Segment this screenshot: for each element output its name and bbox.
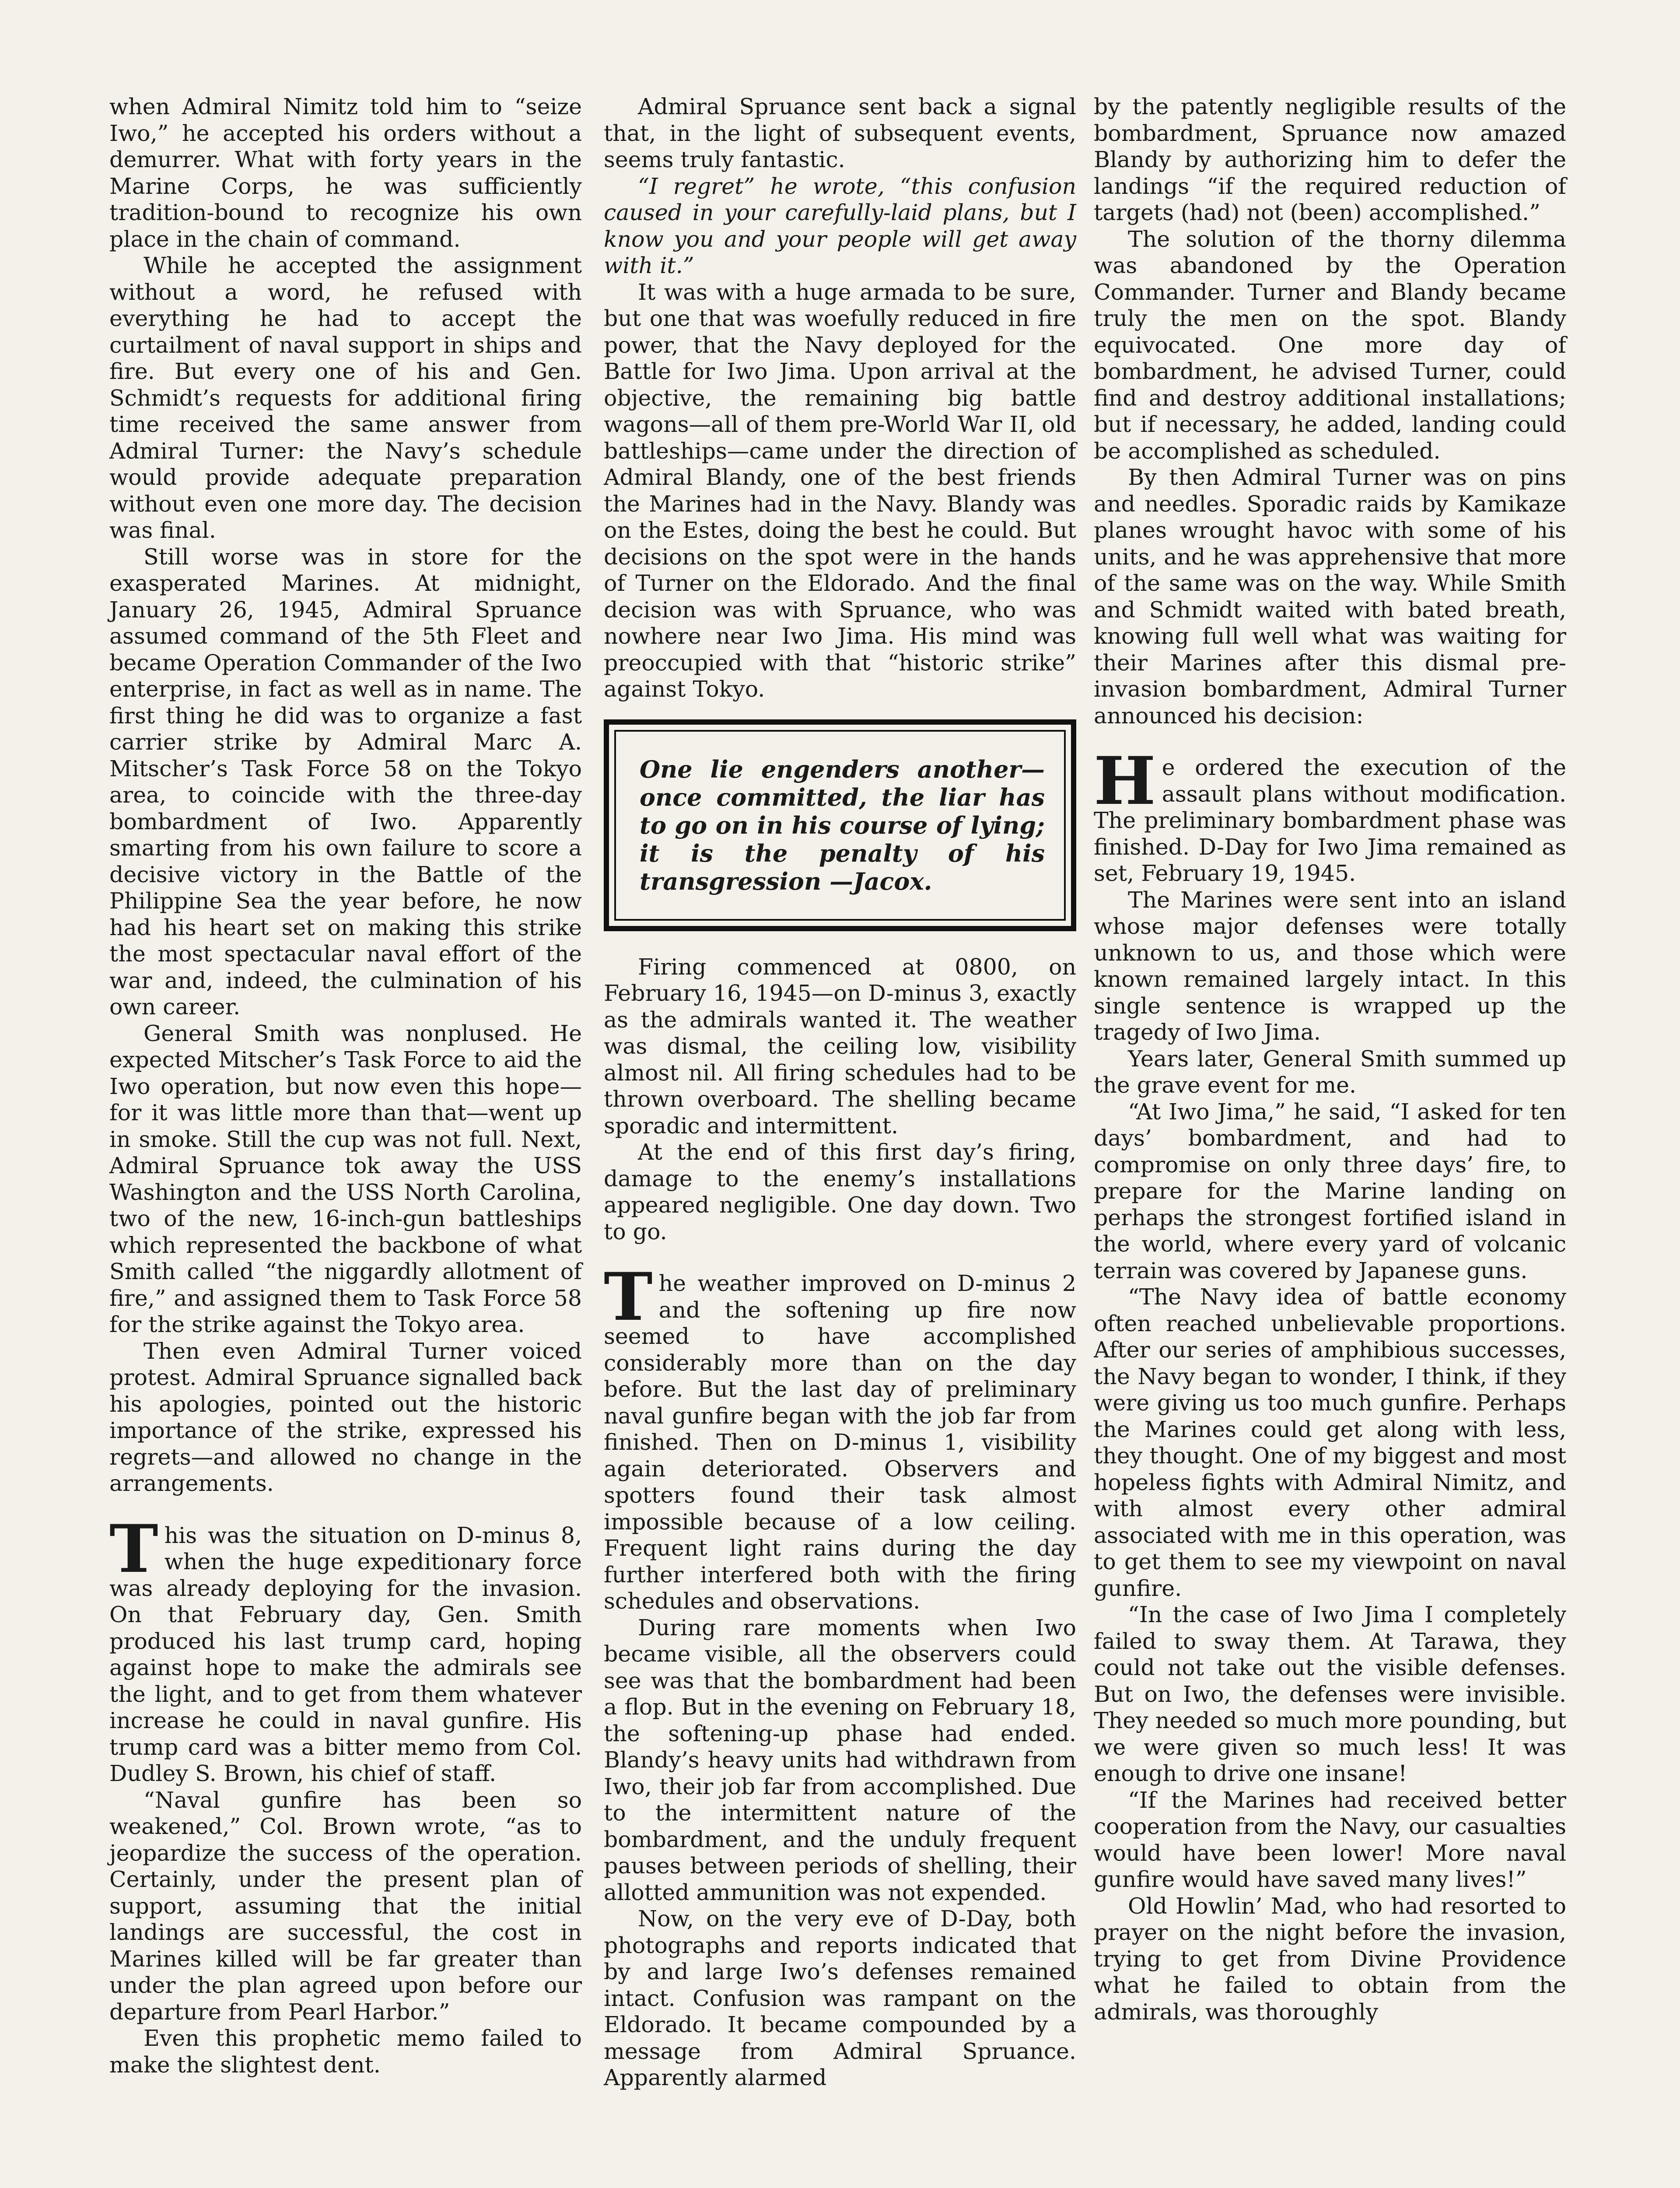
text-column-2 <box>604 94 1076 2091</box>
paragraph: While he accepted the assignment without a word, he refused with everything he had to accept the curtailment of naval support in ships and fire. But every one of his and Gen. Schmidt’s requests for additional firing time received the same answer from Admiral Turner: the Navy’s schedule would provide adequate preparation without even one more day. The decision was final. <box>109 252 582 543</box>
paragraph: It was with a huge armada to be sure, but one that was woefully reduced in fire power, that the Navy deployed for the Battle for Iwo Jima. Upon arrival at the objective, the remaining big battle wagons—all of them pre-World War II, old battleships—came under the direction of Admiral Blandy, one of the best friends the Marines had in the Navy. Blandy was on the Estes, doing the best he could. But decisions on the spot were in the hands of Turner on the Eldorado. And the final decision was with Spruance, who was nowhere near Iwo Jima. His mind was preoccupied with that “historic strike” against Tokyo. <box>604 279 1076 702</box>
dropcap-paragraph <box>1094 743 1566 887</box>
paragraph: “If the Marines had received better cooperation from the Navy, our casualties would have been lower! More naval gunfire would have saved many lives!” <box>1094 1787 1566 1892</box>
paragraph-text: e ordered the execution of the assault plans without modification. The preliminary bombardment phase was finished. D-Day for Iwo Jima remained as set, February 19, 1945. <box>1094 754 1566 886</box>
paragraph: Then even Admiral Turner voiced protest. Admiral Spruance signalled back his apologies, pointed out the historic importance of the strike, expressed his regrets—and allowed no change in the arrangements. <box>109 1338 582 1496</box>
paragraph: “Naval gunfire has been so weakened,” Col. Brown wrote, “as to jeopardize the success of the operation. Certainly, under the present plan of support, assuming that the initial landings are successful, the cost in Marines killed will be far greater than under the plan agreed upon before our departure from Pearl Harbor.” <box>109 1787 582 2025</box>
paragraph: Firing commenced at 0800, on February 16, 1945—on D-minus 3, exactly as the admirals wanted it. The weather was dismal, the ceiling low, visibility almost nil. All firing schedules had to be thrown overboard. The shelling became sporadic and intermittent. <box>604 954 1076 1139</box>
paragraph: when Admiral Nimitz told him to “seize Iwo,” he accepted his orders without a demurrer. What with forty years in the Marine Corps, he was sufficiently tradition-bound to recognize his own place in the chain of command. <box>109 94 582 252</box>
text-column-1 <box>109 94 582 2078</box>
dropcap-paragraph <box>109 1510 582 1787</box>
paragraph: Admiral Spruance sent back a signal that, in the light of subsequent events, seems truly fantastic. <box>604 94 1076 172</box>
paragraph: Years later, General Smith summed up the grave event for me. <box>1094 1045 1566 1098</box>
paragraph: by the patently negligible results of the bombardment, Spruance now amazed Blandy by authorizing him to defer the landings “if the required reduction of targets (had) not (been) accomplished.” <box>1094 94 1566 225</box>
quote-paragraph: “I regret” he wrote, “this confusion caused in your carefully-laid plans, but I know you and your people will get away with it.” <box>604 173 1076 278</box>
paragraph: Even this prophetic memo failed to make the slightest dent. <box>109 2025 582 2078</box>
paragraph: Still worse was in store for the exasperated Marines. At midnight, January 26, 1945, Admiral Spruance assumed command of the 5th Fleet and became Operation Commander of the Iwo enterprise, in fact as well as in name. The first thing he did was to organize a fast carrier strike by Admiral Marc A. Mitscher’s Task Force 58 on the Tokyo area, to coincide with the three-day bombardment of Iwo. Apparently smarting from his own failure to score a decisive victory in the Battle of the Philippine Sea the year before, he now had his heart set on making this strike the most spectacular naval effort of the war and, indeed, the culmination of his own career. <box>109 543 582 1020</box>
paragraph: “In the case of Iwo Jima I completely failed to sway them. At Tarawa, they could not take out the visible defenses. But on Iwo, the defenses were invisible. They needed so much more pounding, but we were given so much less! It was enough to drive one insane! <box>1094 1602 1566 1786</box>
dropcap-paragraph <box>604 1259 1076 1615</box>
paragraph: By then Admiral Turner was on pins and needles. Sporadic raids by Kamikaze planes wrought havoc with some of his units, and he was apprehensive that more of the same was on the way. While Smith and Schmidt waited with bated breath, knowing full well what was waiting for their Marines after this dismal pre-invasion bombardment, Admiral Turner announced his decision: <box>1094 464 1566 729</box>
paragraph: General Smith was nonplused. He expected Mitscher’s Task Force to aid the Iwo operation, but now even this hope—for it was little more than that—went up in smoke. Still the cup was not full. Next, Admiral Spruance tok away the USS Washington and the USS North Carolina, two of the new, 16-inch-gun battleships which represented the backbone of what Smith called “the niggardly allotment of fire,” and assigned them to Task Force 58 for the strike against the Tokyo area. <box>109 1020 582 1337</box>
drop-cap: H <box>1094 743 1156 820</box>
paragraph-text: he weather improved on D-minus 2 and the softening up fire now seemed to have accomplished considerably more than on the day before. But the last day of preliminary naval gunfire began with the job far from finished. Then on D-minus 1, visibility again deteriorated. Observers and spotters found their task almost impossible because of a low ceiling. Frequent light rains during the day further interfered both with the firing schedules and observations. <box>604 1270 1076 1614</box>
paragraph-text: his was the situation on D-minus 8, when the huge expeditionary force was already deploying for the invasion. On that February day, Gen. Smith produced his last trump card, hoping against hope to make the admirals see the light, and to get from them whatever increase he could in naval gunfire. His trump card was a bitter memo from Col. Dudley S. Brown, his chief of staff. <box>109 1522 582 1786</box>
pull-quote-box <box>604 719 1076 931</box>
paragraph: Old Howlin’ Mad, who had resorted to prayer on the night before the invasion, trying to get from Divine Providence what he failed to obtain from the admirals, was thoroughly <box>1094 1893 1566 2025</box>
paragraph: At the end of this first day’s firing, damage to the enemy’s installations appeared negligible. One day down. Two to go. <box>604 1139 1076 1245</box>
paragraph: The solution of the thorny dilemma was abandoned by the Operation Commander. Turner and Blandy became truly the men on the spot. Blandy equivocated. One more day of bombardment, he advised Turner, could find and destroy additional installations; but if necessary, he added, landing could be accomplished as scheduled. <box>1094 226 1566 464</box>
paragraph: During rare moments when Iwo became visible, all the observers could see was that the bombardment had been a flop. But in the evening on February 18, the softening-up phase had ended. Blandy’s heavy units had withdrawn from Iwo, their job far from accomplished. Due to the intermittent nature of the bombardment, and the unduly frequent pauses between periods of shelling, their allotted ammunition was not expended. <box>604 1614 1076 1905</box>
paragraph: Now, on the very eve of D-Day, both photographs and reports indicated that by and large Iwo’s defenses remained intact. Confusion was rampant on the Eldorado. It became compounded by a message from Admiral Spruance. Apparently alarmed <box>604 1906 1076 2090</box>
text-column-3 <box>1094 94 1566 2025</box>
paragraph: “At Iwo Jima,” he said, “I asked for ten days’ bombardment, and had to compromise on only three days’ fire, to prepare for the Marine landing on perhaps the strongest fortified island in the world, where every yard of volcanic terrain was covered by Japanese guns. <box>1094 1098 1566 1283</box>
italic-paragraph: The Marines were sent into an island whose major defenses were totally unknown to us, and those which were known remained largely intact. In this single sentence is wrapped up the tragedy of Iwo Jima. <box>1094 887 1566 1045</box>
pull-quote: One lie engenders another—once committed, the liar has to go on in his course of lying; it is the penalty of his transgression —Jacox. <box>614 730 1066 921</box>
drop-cap: T <box>604 1259 653 1336</box>
paragraph: “The Navy idea of battle economy often reached unbelievable proportions. After our series of amphibious successes, the Navy began to wonder, I think, if they were giving us too much gunfire. Perhaps the Marines could get along with less, they thought. One of my biggest and most hopeless fights with Admiral Nimitz, and with almost every other admiral associated with me in this operation, was to get them to see my viewpoint on naval gunfire. <box>1094 1284 1566 1601</box>
drop-cap: T <box>109 1510 158 1588</box>
